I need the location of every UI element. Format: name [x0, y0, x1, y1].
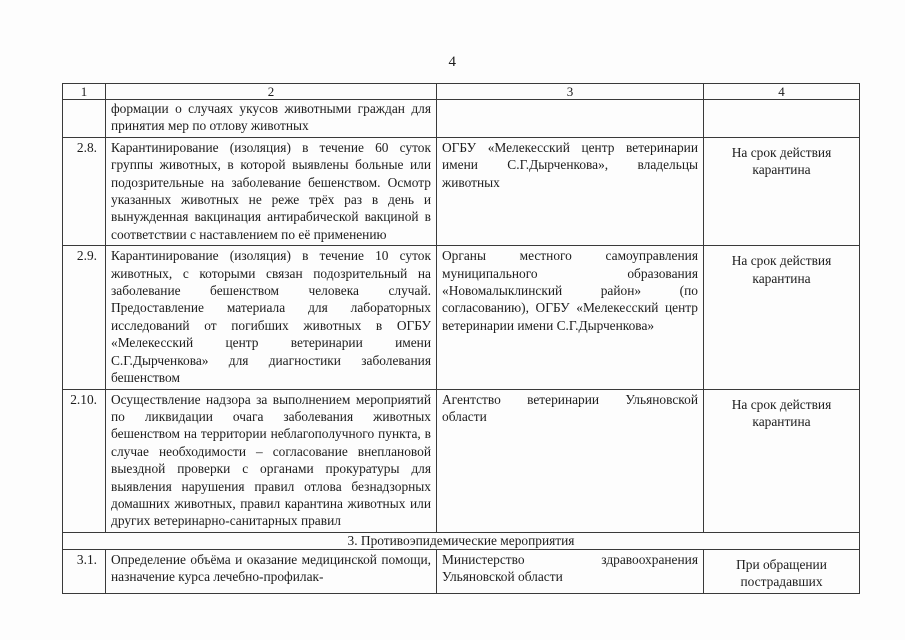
section-header: 3. Противоэпидемические мероприятия — [63, 532, 860, 549]
row-term: На срок действия карантина — [704, 389, 860, 532]
row-number: 2.8. — [63, 137, 106, 245]
page-number: 4 — [448, 54, 457, 70]
table-row — [63, 549, 860, 593]
measures-table — [62, 83, 860, 594]
row-description: Определение объёма и оказание медицинской помощи, назначение курса лечебно-профилак- — [106, 549, 437, 593]
row-term: На срок действия карантина — [704, 137, 860, 245]
row-number: 2.9. — [63, 246, 106, 389]
row-term — [704, 100, 860, 138]
row-number: 3.1. — [63, 549, 106, 593]
row-responsible: ОГБУ «Мелекесский центр ветеринарии имени С.Г.Дырченкова», владельцы животных — [437, 137, 704, 245]
row-responsible: Органы местного самоуправления муниципального образования «Новомалыклинский район» (по согласованию), ОГБУ «Мелекесский центр ветеринарии имени С.Г.Дырченкова» — [437, 246, 704, 389]
column-number-2: 2 — [106, 84, 437, 100]
column-number-1: 1 — [63, 84, 106, 100]
row-description: Осуществление надзора за выполнением мероприятий по ликвидации очага заболевания животных бешенством на территории неблагополучного пункта, в случае необходимости – согласование внеплановой выездной проверки с органами прокуратуры для выявления нарушения правил отлова безнадзорных домашних животных, правил карантина животных или других ветеринарно-санитарных правил — [106, 389, 437, 532]
row-description: формации о случаях укусов животными граждан для принятия мер по отлову животных — [106, 100, 437, 138]
row-term: При обращении пострадавших — [704, 549, 860, 593]
table-row — [63, 246, 860, 389]
row-responsible — [437, 100, 704, 138]
row-term: На срок действия карантина — [704, 246, 860, 389]
section-header-row — [63, 532, 860, 549]
row-responsible: Министерство здравоохранения Ульяновской области — [437, 549, 704, 593]
table-row — [63, 137, 860, 245]
column-number-4: 4 — [704, 84, 860, 100]
table-row — [63, 389, 860, 532]
row-description: Карантинирование (изоляция) в течение 60 суток группы животных, в которой выявлены больные или подозрительные на заболевание бешенством. Осмотр указанных животных не реже трёх раз в день и вынужденная вакцинация антирабической вакциной в соответствии с наставлением по её применению — [106, 137, 437, 245]
row-number — [63, 100, 106, 138]
row-description: Карантинирование (изоляция) в течение 10 суток животных, с которыми связан подозрительный на заболевание бешенством человека случай. Предоставление материала для лабораторных исследований от погибших животных в ОГБУ «Мелекесский центр ветеринарии имени С.Г.Дырченкова» для диагностики заболевания бешенством — [106, 246, 437, 389]
column-number-3: 3 — [437, 84, 704, 100]
table-row-continuation — [63, 100, 860, 138]
row-number: 2.10. — [63, 389, 106, 532]
row-responsible: Агентство ветеринарии Ульяновской области — [437, 389, 704, 532]
column-number-row — [63, 84, 860, 100]
